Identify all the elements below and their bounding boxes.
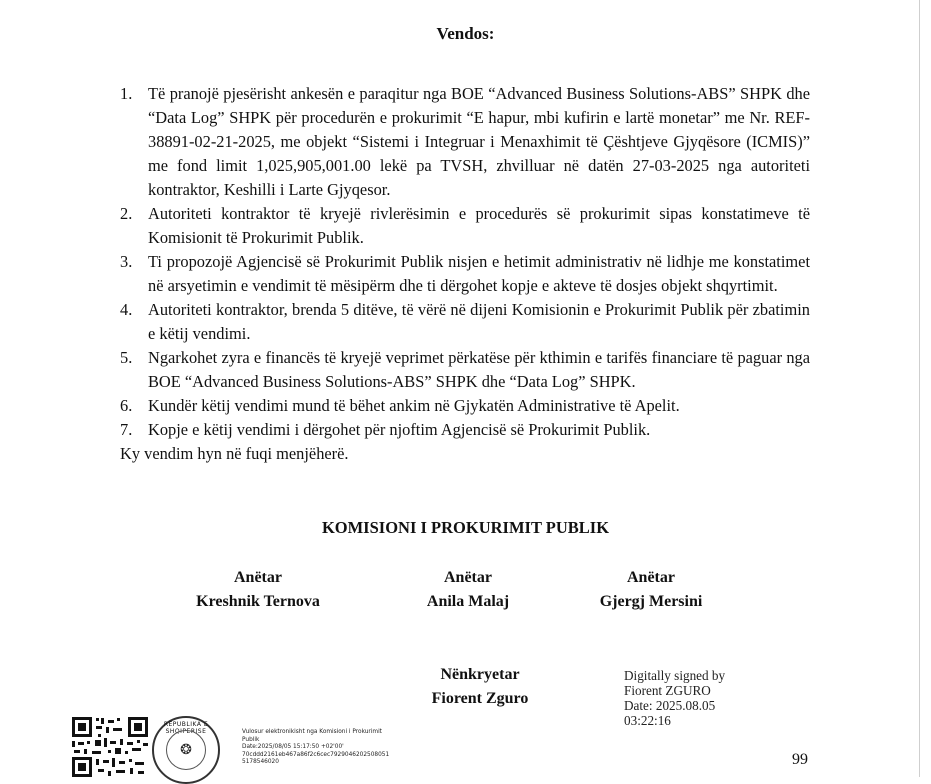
signature-line: Date: 2025.08.05 xyxy=(624,698,716,713)
list-item-text: Ngarkohet zyra e financës të kryejë veprimet përkatëse për kthimin e tarifës financiare të paguar nga BOE “Advanced Business Solutions-ABS” SHPK dhe “Data Log” SHPK. xyxy=(148,348,810,391)
member-block xyxy=(188,566,328,614)
esign-line: 5178546020 xyxy=(242,759,279,765)
list-item-number: 1. xyxy=(120,84,133,103)
list-item-number: 4. xyxy=(120,300,133,319)
list-item-text: Autoriteti kontraktor, brenda 5 ditëve, të vërë në dijeni Komisionin e Prokurimit Publik për zbatimin e këtij vendimi. xyxy=(148,300,810,343)
list-item xyxy=(120,394,810,418)
member-name: Kreshnik Ternova xyxy=(196,593,320,610)
vice-chair-role: Nënkryetar xyxy=(440,666,520,683)
member-block xyxy=(398,566,538,614)
member-block xyxy=(581,566,721,614)
list-item xyxy=(120,82,810,202)
decision-heading: Vendos: xyxy=(436,24,495,43)
state-seal-icon xyxy=(152,716,220,784)
eagle-emblem-icon: ❂ xyxy=(166,730,206,770)
list-item xyxy=(120,202,810,250)
list-item-text: Autoriteti kontraktor të kryejë rivlerësimin e procedurës së prokurimit sipas konstatimeve të Komisionit të Prokurimit Publik. xyxy=(148,204,810,247)
list-item xyxy=(120,250,810,298)
list-item-text: Kundër këtij vendimi mund të bëhet ankim në Gjykatën Administrative të Apelit. xyxy=(148,396,680,415)
member-name: Gjergj Mersini xyxy=(599,593,703,610)
esign-line: Vulosur elektronikisht nga Komisioni i Prokurimit xyxy=(242,729,382,735)
closing-statement: Ky vendim hyn në fuqi menjëherë. xyxy=(120,444,349,463)
electronic-seal-info xyxy=(242,729,417,767)
esign-line: Publik xyxy=(242,736,260,743)
list-item xyxy=(120,298,810,346)
list-item xyxy=(120,418,810,442)
member-role: Anëtar xyxy=(444,569,492,586)
seal-text: REPUBLIKA E SHQIPERISE xyxy=(163,721,209,735)
page-number: 99 xyxy=(792,751,808,768)
digital-signature xyxy=(624,668,725,728)
member-name: Anila Malaj xyxy=(426,593,510,610)
signature-line: Digitally signed by xyxy=(624,668,726,683)
member-role: Anëtar xyxy=(627,569,675,586)
qr-code-icon xyxy=(70,715,150,777)
list-item-number: 7. xyxy=(120,420,133,439)
list-item-number: 5. xyxy=(120,348,133,367)
list-item-text: Ti propozojë Agjencisë së Prokurimit Publik nisjen e hetimit administrativ në lidhje me konstatimet në arsyetimin e vendimit të mësipërm dhe ti dërgohet kopje e akteve të dosjes objekt shqyrtimit. xyxy=(148,252,810,295)
vice-chair-block xyxy=(400,663,560,711)
list-item xyxy=(120,346,810,394)
esign-line: 70cddd2161eb467a86f2c6cec7929046202508051 xyxy=(242,751,390,758)
signature-line: 03:22:16 xyxy=(624,713,671,728)
list-item-text: Kopje e këtij vendimi i dërgohet për njoftim Agjencisë së Prokurimit Publik. xyxy=(148,420,651,439)
signature-line: Fiorent ZGURO xyxy=(624,683,711,698)
list-item-number: 3. xyxy=(120,252,133,271)
vice-chair-name: Fiorent Zguro xyxy=(431,690,529,707)
member-role: Anëtar xyxy=(234,569,282,586)
list-item-number: 2. xyxy=(120,204,133,223)
commission-title: KOMISIONI I PROKURIMIT PUBLIK xyxy=(321,518,610,537)
list-item-number: 6. xyxy=(120,396,133,415)
list-item-text: Të pranojë pjesërisht ankesën e paraqitur nga BOE “Advanced Business Solutions-ABS” SHPK dhe “Data Log” SHPK për procedurën e prokurimit “E hapur, mbi kufirin e lartë monetar” me Nr. REF-38891-02-21-2025, me objekt “Sistemi i Integruar i Menaxhimit të Çështjeve Gjyqësore (ICMIS)” me fond limit 1,025,905,001.00 lekë pa TVSH, zhvilluar në datën 27-03-2025 nga autoriteti kontraktor, Keshilli i Larte Gjyqesor. xyxy=(148,84,810,199)
esign-line: Date:2025/08/05 15:17:50 +02'00' xyxy=(242,744,344,750)
decision-list xyxy=(120,82,810,466)
